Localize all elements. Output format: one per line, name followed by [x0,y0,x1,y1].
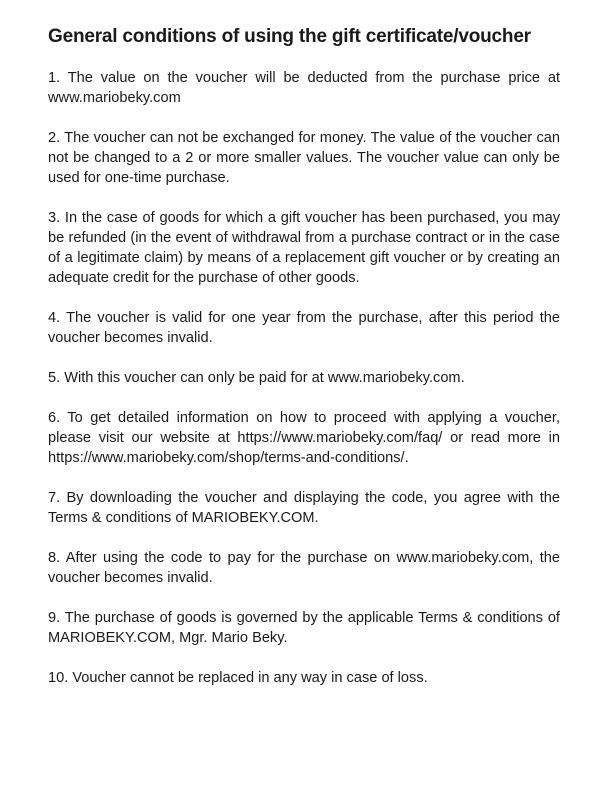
condition-item: 10. Voucher cannot be replaced in any way in case of loss. [48,670,428,686]
condition-item: 2. The voucher can not be exchanged for money. The value of the voucher can not be changed to a 2 or more smaller values. The voucher value can only be used for one-time purchase. [48,130,560,186]
conditions-list [48,68,560,688]
condition-item: 5. With this voucher can only be paid for at www.mariobeky.com. [48,370,465,386]
page-title: General conditions of using the gift certificate/voucher [48,26,531,47]
condition-item: 7. By downloading the voucher and displaying the code, you agree with the Terms & conditions of MARIOBEKY.COM. [48,490,560,526]
document-page [48,26,560,708]
condition-item: 4. The voucher is valid for one year from the purchase, after this period the voucher becomes invalid. [48,310,560,346]
condition-item: 6. To get detailed information on how to proceed with applying a voucher, please visit our website at https://www.mariobeky.com/faq/ or read more in https://www.mariobeky.com/shop/terms-and-conditions/. [48,410,560,466]
condition-item: 3. In the case of goods for which a gift voucher has been purchased, you may be refunded (in the event of withdrawal from a purchase contract or in the case of a legitimate claim) by means of a replacement gift voucher or by creating an adequate credit for the purchase of other goods. [48,210,560,286]
condition-item: 8. After using the code to pay for the purchase on www.mariobeky.com, the voucher becomes invalid. [48,550,560,586]
condition-item: 1. The value on the voucher will be deducted from the purchase price at www.mariobeky.com [48,70,560,106]
condition-item: 9. The purchase of goods is governed by the applicable Terms & conditions of MARIOBEKY.COM, Mgr. Mario Beky. [48,610,560,646]
